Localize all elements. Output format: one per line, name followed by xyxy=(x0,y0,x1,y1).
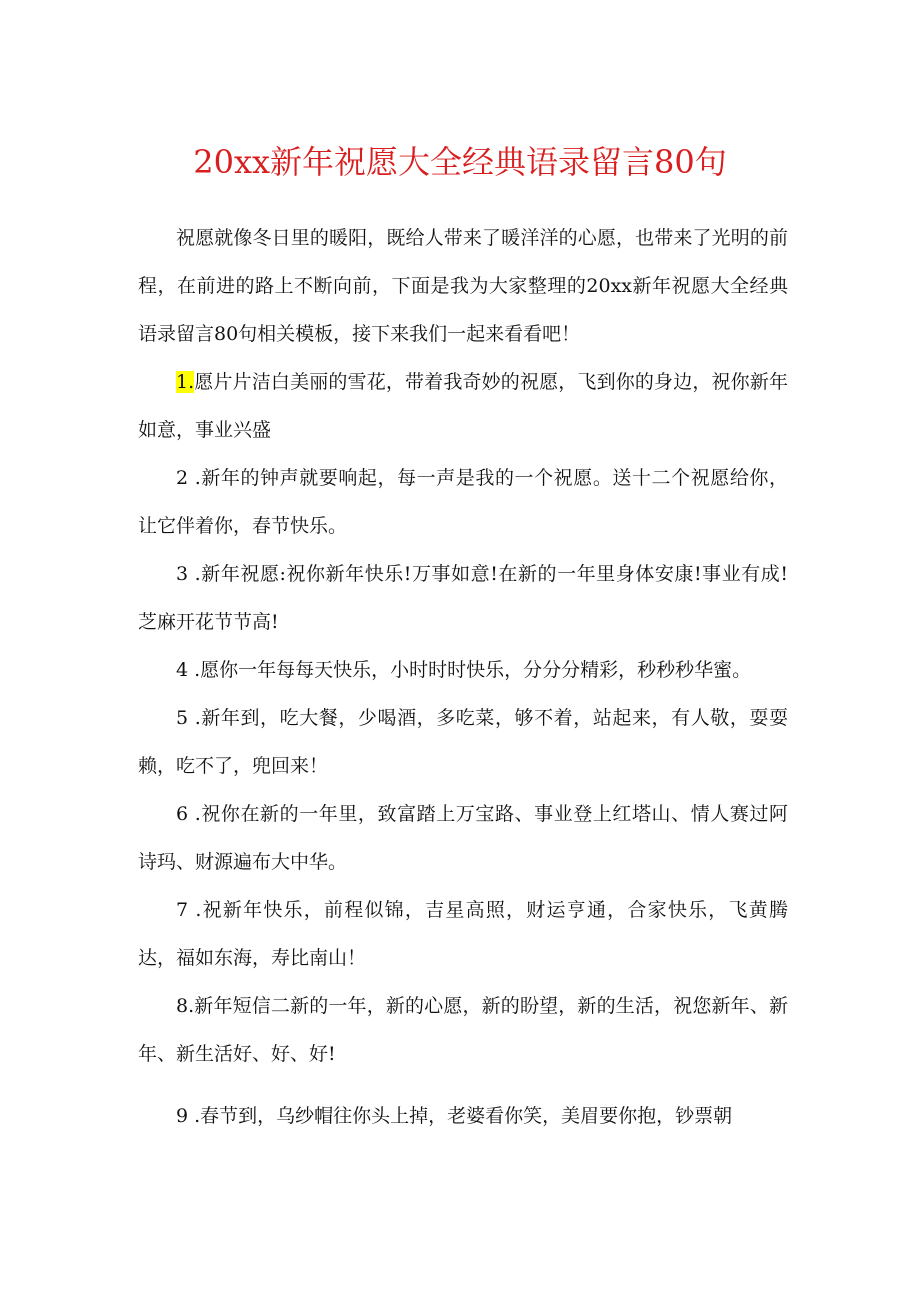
item-text: 祝新年快乐，前程似锦，吉星高照，财运亨通，合家快乐，飞黄腾达，福如东海，寿比南山！ xyxy=(138,899,788,969)
list-item xyxy=(138,694,788,790)
item-text: 新年的钟声就要响起，每一声是我的一个祝愿。送十二个祝愿给你，让它伴着你，春节快乐。 xyxy=(138,467,788,537)
list-item xyxy=(138,358,788,454)
list-item xyxy=(138,790,788,886)
item-text: 愿片片洁白美丽的雪花，带着我奇妙的祝愿，飞到你的身边，祝你新年如意，事业兴盛 xyxy=(138,371,788,441)
intro-paragraph: 祝愿就像冬日里的暖阳，既给人带来了暖洋洋的心愿，也带来了光明的前程，在前进的路上不断向前，下面是我为大家整理的20xx新年祝愿大全经典语录留言80句相关模板，接下来我们一起来看看吧！ xyxy=(138,227,788,345)
item-text: 祝你在新的一年里，致富踏上万宝路、事业登上红塔山、情人赛过阿诗玛、财源遍布大中华。 xyxy=(138,803,788,873)
list-item xyxy=(138,646,788,694)
item-text: 新年祝愿:祝你新年快乐!万事如意!在新的一年里身体安康!事业有成!芝麻开花节节高! xyxy=(138,563,788,633)
item-text: 愿你一年每每天快乐，小时时时快乐，分分分精彩，秒秒秒华蜜。 xyxy=(200,659,752,681)
item-text: 春节到，乌纱帽往你头上掉，老婆看你笑，美眉要你抱，钞票朝 xyxy=(200,1105,733,1127)
item-number: 7 . xyxy=(176,899,202,921)
item-number-highlighted: 1. xyxy=(176,371,195,393)
document-title: 20xx新年祝愿大全经典语录留言80句 xyxy=(193,143,727,181)
item-number: 6 . xyxy=(176,803,201,825)
item-number: 2 . xyxy=(176,467,201,489)
item-number: 8. xyxy=(176,995,195,1017)
list-item xyxy=(138,454,788,550)
list-item xyxy=(138,550,788,646)
item-number: 3 . xyxy=(176,563,201,585)
list-item xyxy=(138,982,788,1078)
item-text: 新年到，吃大餐，少喝酒，多吃菜，够不着，站起来，有人敬，耍耍赖，吃不了，兜回来！ xyxy=(138,707,788,777)
list-item xyxy=(138,1092,788,1140)
document-body xyxy=(138,214,788,1140)
item-number: 9 . xyxy=(176,1105,201,1127)
item-number: 4 . xyxy=(176,659,201,681)
list-item xyxy=(138,886,788,982)
item-text: 新年短信二新的一年，新的心愿，新的盼望，新的生活，祝您新年、新年、新生活好、好、好! xyxy=(138,995,788,1065)
item-number: 5 . xyxy=(176,707,201,729)
